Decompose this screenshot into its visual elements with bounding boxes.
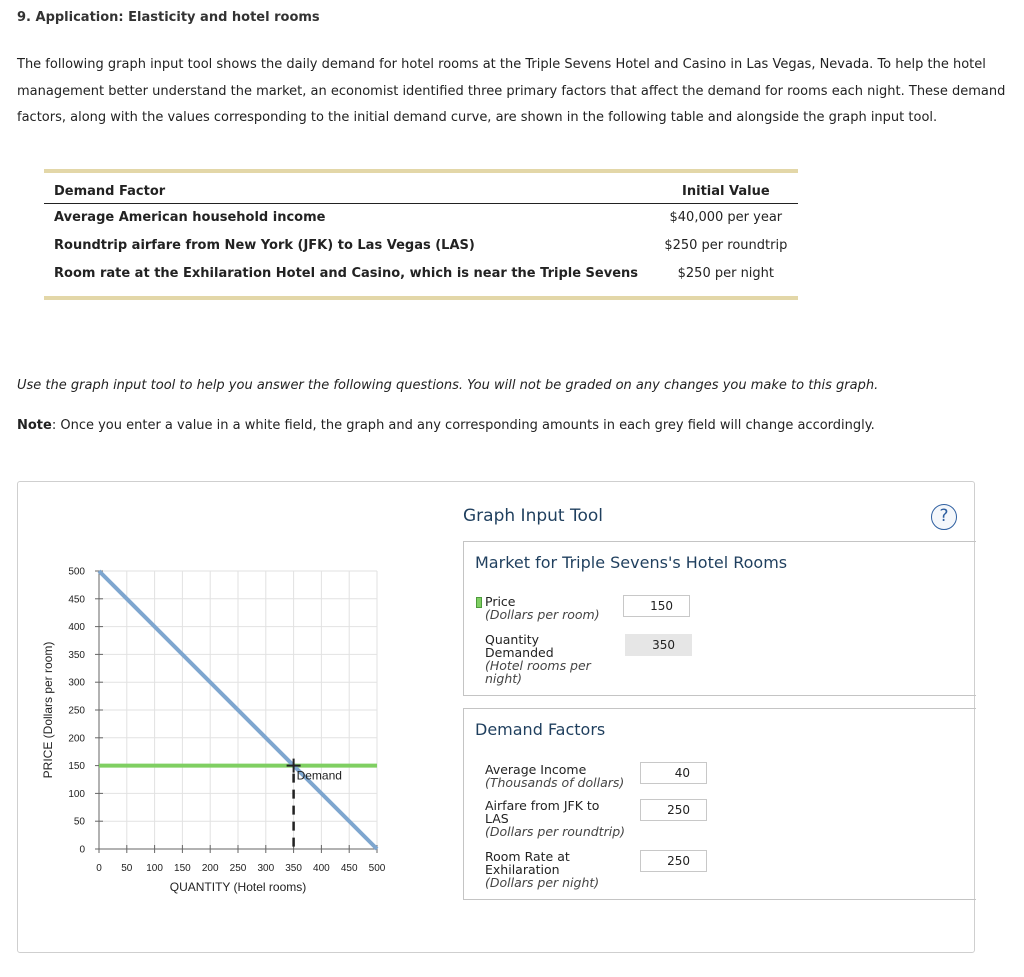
price-unit-text: (Dollars per room)	[485, 607, 600, 622]
table-cell-factor: Average American household income	[54, 210, 326, 225]
x-tick-label: 300	[257, 863, 275, 874]
quantity-unit-line1: (Hotel rooms per	[485, 658, 591, 673]
demand-factors-panel	[463, 708, 976, 900]
y-axis-title: PRICE (Dollars per room)	[41, 641, 55, 779]
quantity-label	[485, 633, 591, 685]
x-tick-label: 250	[229, 863, 247, 874]
x-tick-label: 200	[201, 863, 219, 874]
y-tick-label: 400	[68, 622, 85, 634]
note-text	[17, 418, 875, 433]
y-tick-label: 200	[68, 733, 85, 745]
demand-curve-label: Demand	[296, 768, 342, 783]
income-label-text: Average Income	[485, 762, 587, 777]
x-tick-label: 400	[313, 863, 330, 874]
x-tick-label: 150	[174, 863, 191, 874]
price-input[interactable]: 150	[623, 595, 690, 617]
question-icon[interactable]: ?	[931, 504, 957, 530]
x-tick-label: 450	[340, 863, 358, 874]
airfare-unit-text: (Dollars per roundtrip)	[485, 824, 626, 839]
y-tick-label: 50	[73, 816, 85, 828]
quantity-label-line1: Quantity	[485, 632, 540, 647]
table-cell-value: $250 per night	[677, 266, 775, 281]
room-rate-label-line1: Room Rate at	[485, 849, 570, 864]
table-row	[44, 204, 798, 233]
intro-paragraph: The following graph input tool shows the daily demand for hotel rooms at the Triple Sevens Hotel and Casino in Las Vegas, Nevada. To help the hotel management better understand the market, an economist identified three primary factors that affect the demand for rooms each night. These demand factors, along with the values corresponding to the initial demand curve, are shown in the following table and alongside the graph input tool.	[17, 57, 1006, 125]
table-row	[44, 260, 798, 288]
graph-input-tool	[17, 481, 975, 953]
y-tick-label: 500	[68, 566, 85, 578]
quantity-unit-line2: night)	[485, 671, 523, 686]
table-top-rule	[44, 169, 798, 173]
y-tick-label: 100	[68, 788, 85, 800]
note-body: : Once you enter a value in a white field, the graph and any corresponding amounts in each grey field will change accordingly.	[51, 418, 875, 433]
y-tick-label: 250	[68, 705, 85, 717]
market-panel-title: Market for Triple Sevens's Hotel Rooms	[475, 553, 788, 572]
airfare-label-line2: LAS	[485, 811, 509, 826]
room-rate-input[interactable]: 250	[640, 850, 707, 872]
table-bottom-rule	[44, 296, 798, 300]
income-input[interactable]: 40	[640, 762, 707, 784]
instructions-text: Use the graph input tool to help you answer the following questions. You will not be graded on any changes you make to this graph.	[17, 378, 879, 393]
income-label	[485, 763, 624, 789]
table-header-factor: Demand Factor	[44, 179, 654, 204]
x-tick-label: 0	[96, 863, 102, 874]
table-cell-factor: Room rate at the Exhilaration Hotel and Casino, which is near the Triple Sevens	[54, 266, 639, 281]
room-rate-label	[485, 850, 599, 889]
table-cell-factor: Roundtrip airfare from New York (JFK) to Las Vegas (LAS)	[54, 238, 475, 253]
tool-title: Graph Input Tool	[463, 506, 603, 526]
table-cell-value: $40,000 per year	[669, 210, 783, 225]
x-tick-label: 100	[146, 863, 163, 874]
room-rate-unit-text: (Dollars per night)	[485, 875, 600, 890]
demand-graph[interactable]	[18, 482, 458, 952]
airfare-input[interactable]: 250	[640, 799, 707, 821]
price-label	[485, 595, 600, 621]
x-tick-label: 50	[121, 863, 133, 874]
y-tick-label: 350	[68, 649, 85, 661]
demand-factors-title: Demand Factors	[475, 720, 606, 739]
market-panel	[463, 541, 976, 696]
table-header-value: Initial Value	[654, 179, 798, 204]
quantity-demanded-field: 350	[625, 634, 692, 656]
x-axis-title: QUANTITY (Hotel rooms)	[169, 880, 307, 894]
airfare-label-line1: Airfare from JFK to	[485, 798, 600, 813]
y-tick-label: 300	[68, 677, 85, 689]
demand-factor-table	[44, 169, 798, 300]
room-rate-label-line2: Exhilaration	[485, 862, 560, 877]
airfare-label	[485, 799, 625, 838]
x-tick-label: 350	[285, 863, 302, 874]
note-label: Note	[17, 418, 52, 433]
price-line-swatch-icon	[476, 597, 482, 608]
y-tick-label: 0	[79, 844, 85, 856]
y-tick-label: 150	[68, 761, 85, 773]
table-row	[44, 232, 798, 260]
table-cell-value: $250 per roundtrip	[664, 238, 788, 253]
y-tick-label: 450	[68, 594, 85, 606]
income-unit-text: (Thousands of dollars)	[485, 775, 625, 790]
page-heading: 9. Application: Elasticity and hotel rooms	[17, 10, 320, 25]
quantity-label-line2: Demanded	[485, 645, 554, 660]
x-tick-label: 500	[368, 863, 386, 874]
price-label-text: Price	[485, 594, 516, 609]
